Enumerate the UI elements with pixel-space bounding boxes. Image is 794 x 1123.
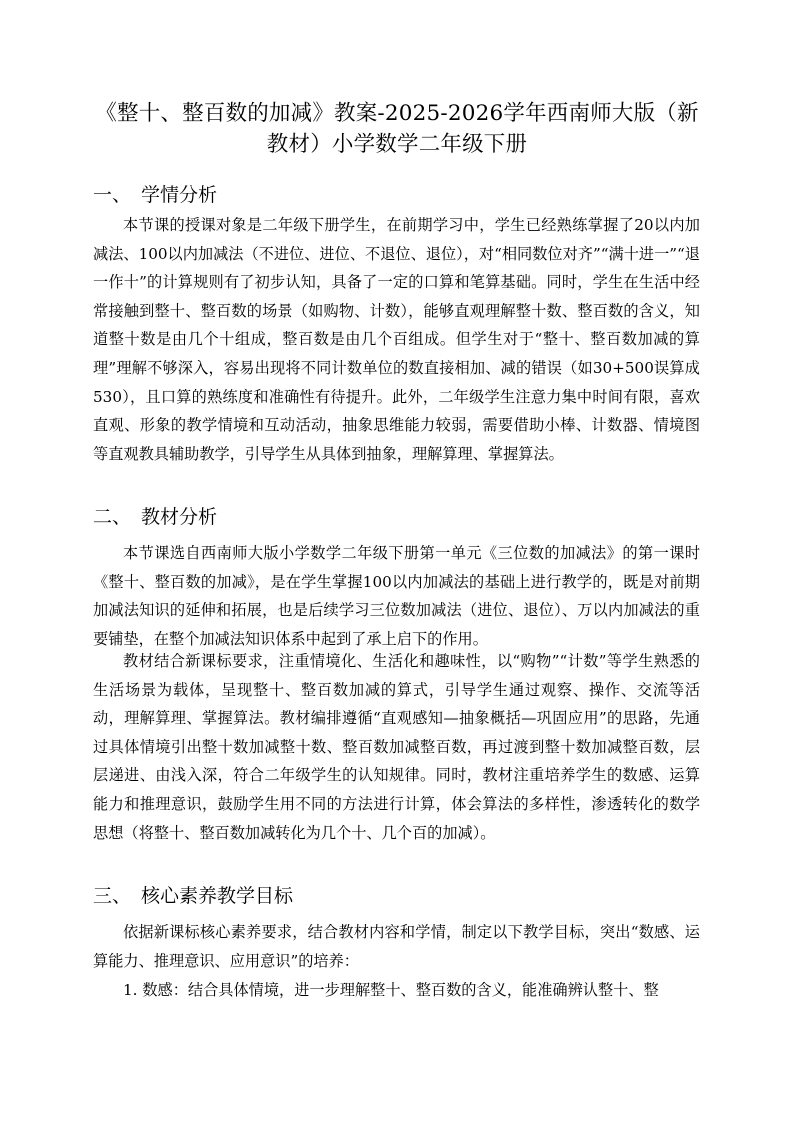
paragraph-learning-analysis: 本节课的授课对象是二年级下册学生，在前期学习中，学生已经熟练掌握了20以内加减法、100以内加减法（不进位、进位、不退位、退位），对“相同数位对齐”“满十进一”“退一作十”的计算规则有了初步认知，具备了一定的口算和笔算基础。同时，学生在生活中经常接触到整十、整百数的场景（如购物、计数），能够直观理解整十数、整百数的含义，知道整十数是由几个十组成，整百数是由几个百组成。但学生对于“整十、整百数加减的算理”理解不够深入，容易出现将不同计数单位的数直接相加、减的错误（如30+500误算成530），且口算的熟练度和准确性有待提升。此外，二年级学生注意力集中时间有限，喜欢直观、形象的教学情境和互动活动，抽象思维能力较弱，需要借助小棒、计数器、情境图等直观教具辅助教学，引导学生从具体到抽象，理解算理、掌握算法。	[93, 216, 700, 463]
section-number: 二、	[93, 506, 132, 528]
section-title: 核心素养教学目标	[141, 885, 294, 907]
section-number: 三、	[93, 885, 132, 907]
section-number: 一、	[93, 184, 132, 206]
section-title: 教材分析	[141, 506, 218, 528]
section-heading-teaching-objectives	[93, 884, 293, 908]
section-title: 学情分析	[141, 184, 218, 206]
paragraph-textbook-design: 教材结合新课标要求，注重情境化、生活化和趣味性，以“购物”“计数”等学生熟悉的生活场景为载体，呈现整十、整百数加减的算式，引导学生通过观察、操作、交流等活动，理解算理、掌握算法。教材编排遵循“直观感知—抽象概括—巩固应用”的思路，先通过具体情境引出整十数加减整十数、整百数加减整百数，再过渡到整十数加减整百数，层层递进、由浅入深，符合二年级学生的认知规律。同时，教材注重培养学生的数感、运算能力和推理意识，鼓励学生用不同的方法进行计算，体会算法的多样性，渗透转化的数学思想（将整十、整百数加减转化为几个十、几个百的加减）。	[93, 652, 700, 842]
objective-item-number-sense: 1. 数感：结合具体情境，进一步理解整十、整百数的含义，能准确辨认整十、整	[123, 981, 659, 999]
paragraph-textbook-position: 本节课选自西南师大版小学数学二年级下册第一单元《三位数的加减法》的第一课时《整十、整百数的加减》，是在学生掌握100以内加减法的基础上进行教学的，既是对前期加减法知识的延伸和拓展，也是后续学习三位数加减法（进位、退位）、万以内加减法的重要铺垫，在整个加减法知识体系中起到了承上启下的作用。	[93, 544, 700, 648]
document-title: 《整十、整百数的加减》教案-2025-2026学年西南师大版（新教材）小学数学二年级下册	[95, 101, 699, 157]
section-heading-learning-analysis	[93, 183, 217, 207]
section-heading-textbook-analysis	[93, 505, 217, 529]
paragraph-objectives-intro: 依据新课标核心素养要求，结合教材内容和学情，制定以下教学目标，突出“数感、运算能力、推理意识、应用意识”的培养：	[93, 923, 700, 970]
